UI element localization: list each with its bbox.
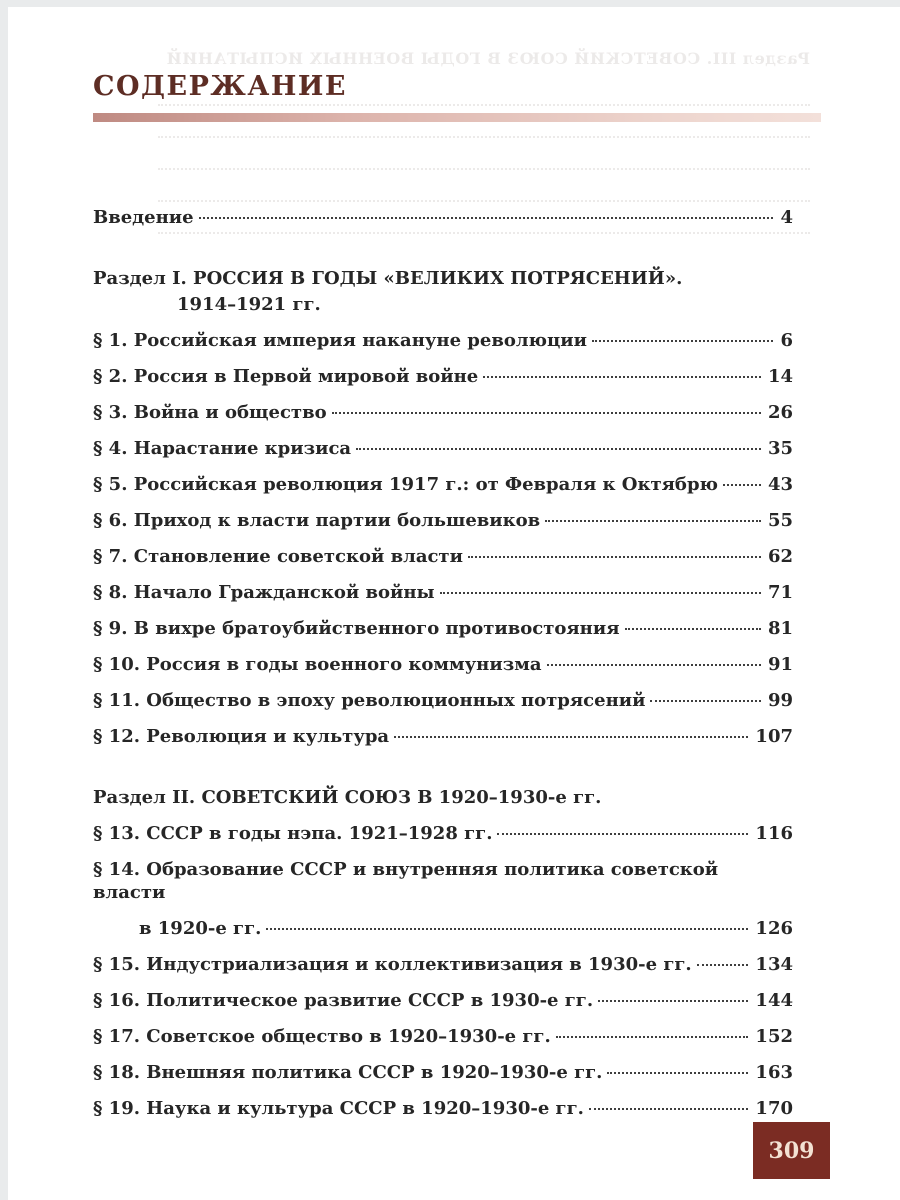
toc-entry: [93, 581, 821, 604]
page-title: СОДЕРЖАНИЕ: [93, 71, 347, 102]
toc-entry-page: 134: [755, 954, 793, 975]
toc-entry-label: § 10. Россия в годы военного коммунизма: [93, 654, 542, 675]
dot-leader: [625, 628, 761, 630]
page-number: 309: [768, 1137, 815, 1164]
toc-entry: [93, 329, 821, 352]
toc-entry-label: § 4. Нарастание кризиса: [93, 438, 352, 459]
toc-entry-label: § 9. В вихре братоубийственного противостояния: [93, 618, 620, 639]
dot-leader: [199, 217, 774, 219]
toc-entry-page: 107: [755, 726, 793, 747]
dot-leader: [598, 1000, 748, 1002]
toc-entry-page: 6: [780, 330, 793, 351]
toc-entry-page: 26: [767, 402, 793, 423]
toc-entry-page: 14: [767, 366, 793, 387]
toc-section-label: 1914–1921 гг.: [177, 294, 321, 315]
dot-leader: [266, 928, 748, 930]
dot-leader: [589, 1108, 749, 1110]
toc-entry-page: 152: [755, 1026, 793, 1047]
dot-leader: [394, 736, 748, 738]
title-underline-bar: [93, 113, 821, 122]
toc-entry-label: § 14. Образование СССР и внутренняя политика советской власти: [93, 859, 719, 903]
toc-entry: [93, 1025, 821, 1048]
toc-entry-page: 4: [780, 207, 793, 228]
toc-entry-page: 163: [755, 1062, 793, 1083]
dot-leader: [468, 556, 761, 558]
toc-entry: [93, 858, 821, 904]
toc-entry: [93, 545, 821, 568]
dot-leader: [483, 376, 761, 378]
toc-entry: [93, 953, 821, 976]
toc-section-heading-cont: [93, 293, 821, 316]
toc-entry-label: § 1. Российская империя накануне революции: [93, 330, 587, 351]
toc-section-label: Раздел II. СОВЕТСКИЙ СОЮЗ В 1920–1930-е гг.: [93, 787, 602, 808]
toc-entry-label: § 7. Становление советской власти: [93, 546, 463, 567]
toc-entry-page: 99: [767, 690, 793, 711]
toc-entry-label: § 5. Российская революция 1917 г.: от Февраля к Октябрю: [93, 474, 718, 495]
toc-entry-label: § 13. СССР в годы нэпа. 1921–1928 гг.: [93, 823, 493, 844]
toc-entry-page: 62: [767, 546, 793, 567]
toc-entry: [93, 365, 821, 388]
toc-content: [93, 7, 821, 1120]
toc-section-label: Раздел I. РОССИЯ В ГОДЫ «ВЕЛИКИХ ПОТРЯСЕНИЙ».: [93, 268, 683, 289]
dot-leader: [697, 964, 749, 966]
toc-entry: [93, 653, 821, 676]
toc-entry: [93, 689, 821, 712]
toc-entry-label: Введение: [93, 207, 194, 228]
page-number-box: [753, 1122, 830, 1179]
toc-entry-label: § 19. Наука и культура СССР в 1920–1930-е гг.: [93, 1098, 584, 1119]
toc-entry-page: 116: [755, 823, 793, 844]
toc-entry-label: § 2. Россия в Первой мировой войне: [93, 366, 479, 387]
toc-entry-page: 170: [755, 1098, 793, 1119]
toc-entry-label: § 17. Советское общество в 1920–1930-е гг.: [93, 1026, 551, 1047]
toc-section-heading: [93, 786, 821, 809]
toc-list: [93, 206, 821, 1120]
dot-leader: [650, 700, 760, 702]
toc-entry: [93, 401, 821, 424]
toc-entry-page: 43: [767, 474, 793, 495]
toc-entry: [93, 437, 821, 460]
toc-entry-continuation: [93, 917, 821, 940]
toc-section-heading: [93, 267, 821, 290]
dot-leader: [356, 448, 761, 450]
dot-leader: [607, 1072, 748, 1074]
toc-entry: [93, 617, 821, 640]
toc-entry-page: 126: [755, 918, 793, 939]
toc-entry-label: § 18. Внешняя политика СССР в 1920–1930-е гг.: [93, 1062, 603, 1083]
dot-leader: [723, 484, 761, 486]
toc-entry-label: § 16. Политическое развитие СССР в 1930-е гг.: [93, 990, 594, 1011]
toc-entry: [93, 473, 821, 496]
dot-leader: [440, 592, 761, 594]
toc-entry-label: § 12. Революция и культура: [93, 726, 390, 747]
toc-entry: [93, 1061, 821, 1084]
dot-leader: [332, 412, 761, 414]
toc-entry-page: 35: [767, 438, 793, 459]
book-page: [8, 7, 900, 1200]
toc-entry-page: 91: [767, 654, 793, 675]
toc-entry-page: 144: [755, 990, 793, 1011]
toc-entry: [93, 725, 821, 748]
toc-entry-label: в 1920-е гг.: [139, 918, 262, 939]
toc-entry: [93, 822, 821, 845]
toc-entry-label: § 3. Война и общество: [93, 402, 327, 423]
toc-entry: [93, 1097, 821, 1120]
toc-entry-label: § 6. Приход к власти партии большевиков: [93, 510, 541, 531]
toc-entry-label: § 11. Общество в эпоху революционных потрясений: [93, 690, 646, 711]
dot-leader: [556, 1036, 749, 1038]
dot-leader: [545, 520, 761, 522]
toc-entry-page: 81: [767, 618, 793, 639]
toc-entry-page: 71: [767, 582, 793, 603]
toc-header: [93, 71, 821, 122]
toc-entry: [93, 989, 821, 1012]
showthrough-heading: Раздел III. СОВЕТСКИЙ СОЮЗ В ГОДЫ ВОЕННЫХ ИСПЫТАНИЙ: [166, 49, 810, 68]
dot-leader: [592, 340, 773, 342]
toc-entry-label: § 8. Начало Гражданской войны: [93, 582, 435, 603]
dot-leader: [497, 833, 748, 835]
toc-entry: [93, 206, 821, 229]
dot-leader: [547, 664, 761, 666]
toc-entry-page: 55: [767, 510, 793, 531]
toc-entry-label: § 15. Индустриализация и коллективизация в 1930-е гг.: [93, 954, 692, 975]
toc-entry: [93, 509, 821, 532]
